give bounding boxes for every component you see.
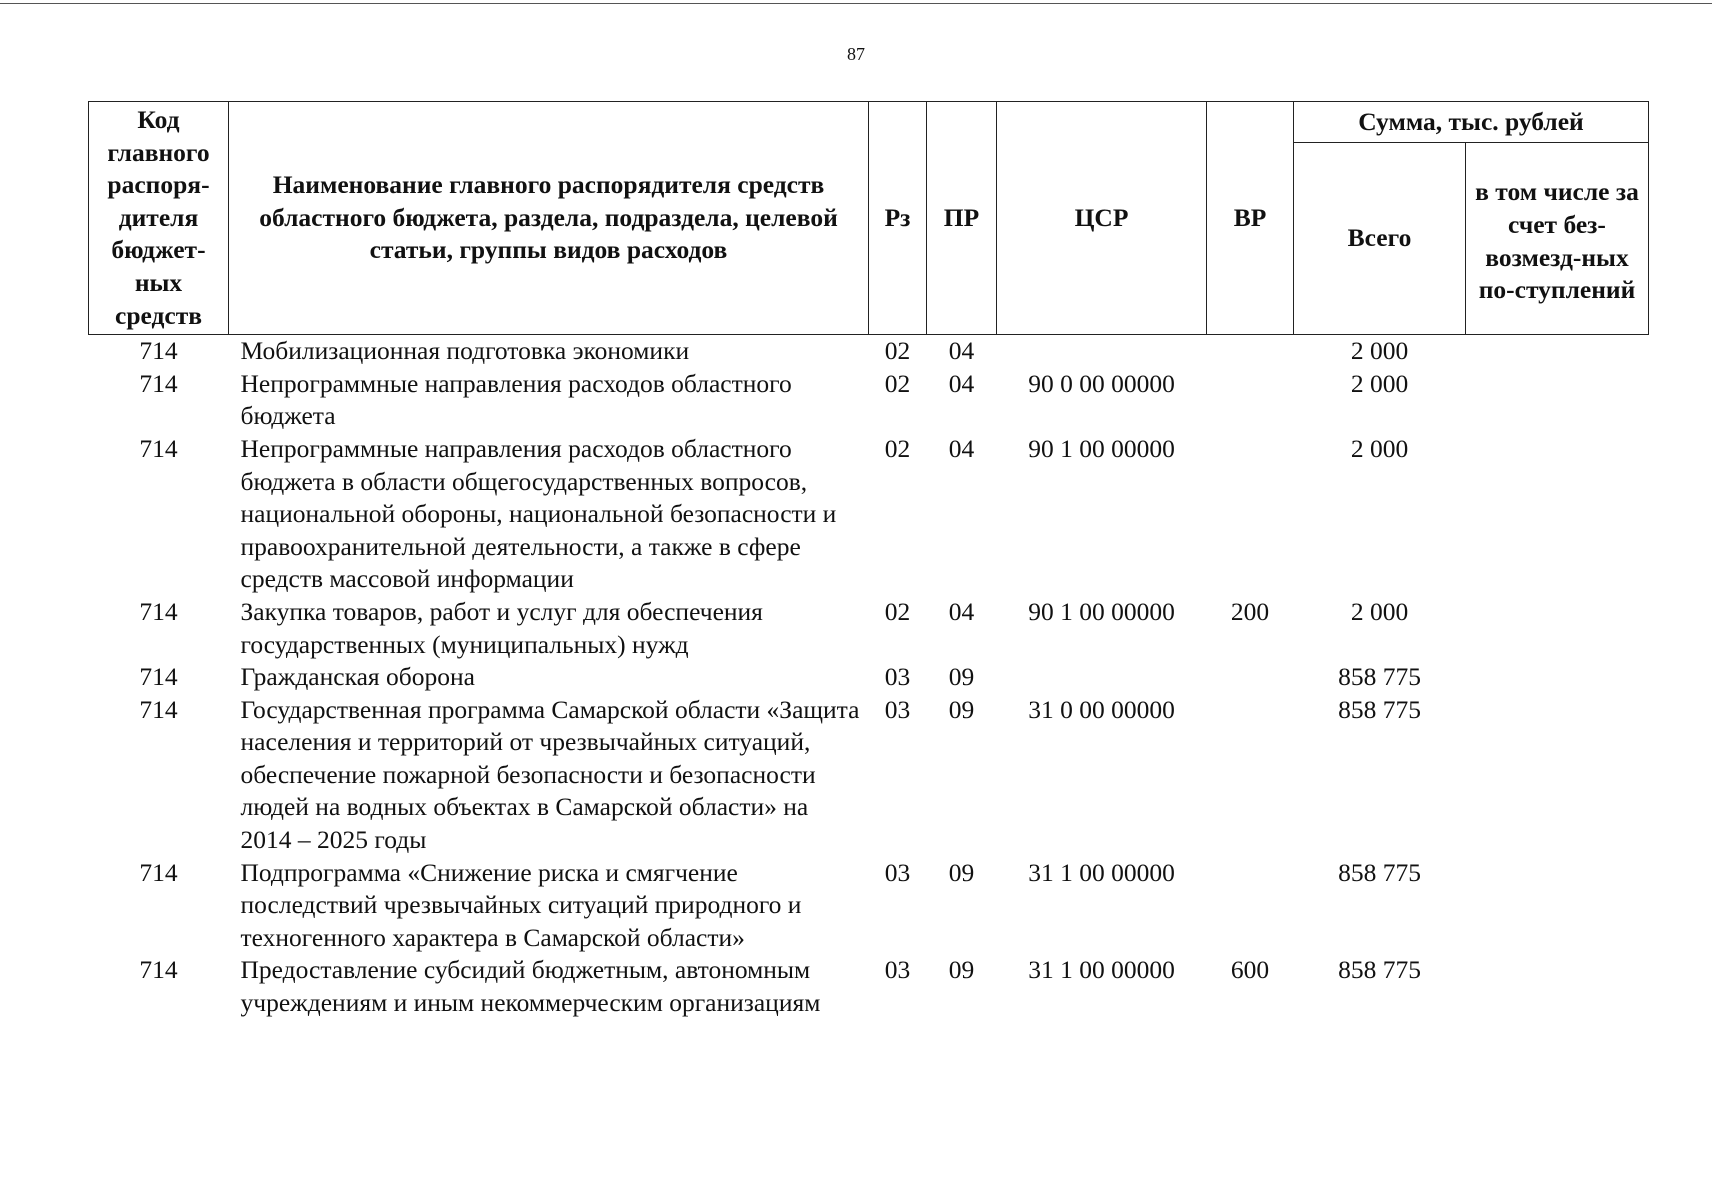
free-receipts-column-header: в том числе за счет без-возмезд-ных по-ступлений bbox=[1466, 143, 1649, 335]
row-free-cell bbox=[1466, 954, 1649, 1019]
row-rz-cell: 03 bbox=[884, 857, 911, 887]
table-row bbox=[89, 661, 1649, 694]
row-name-cell: Государственная программа Самарской области «Защита населения и территорий от чрезвычайных ситуаций, обеспечение пожарной безопасности и безопасности людей на водных объектах в Самарской области» на 2014 – 2025 годы bbox=[240, 694, 860, 855]
row-pr-cell: 04 bbox=[948, 596, 975, 626]
row-rz-cell: 02 bbox=[884, 336, 911, 366]
row-pr-cell: 04 bbox=[948, 336, 975, 366]
row-free-cell bbox=[1466, 368, 1649, 433]
row-vr-cell bbox=[1207, 335, 1294, 368]
row-csr-cell: 90 1 00 00000 bbox=[1028, 433, 1175, 463]
row-code-cell: 714 bbox=[139, 857, 178, 887]
total-column-header: Всего bbox=[1294, 143, 1466, 335]
row-rz-cell: 02 bbox=[884, 368, 911, 398]
table-body bbox=[89, 335, 1649, 1020]
row-total-cell: 858 775 bbox=[1338, 662, 1421, 692]
row-free-cell bbox=[1466, 335, 1649, 368]
row-rz-cell: 02 bbox=[884, 596, 911, 626]
rz-column-header: Рз bbox=[869, 102, 927, 335]
row-total-cell: 858 775 bbox=[1338, 857, 1421, 887]
row-free-cell bbox=[1466, 433, 1649, 596]
row-rz-cell: 03 bbox=[884, 662, 911, 692]
row-csr-cell: 31 1 00 00000 bbox=[1028, 955, 1175, 985]
row-rz-cell: 02 bbox=[884, 433, 911, 463]
row-csr-cell: 90 0 00 00000 bbox=[1028, 368, 1175, 398]
row-free-cell bbox=[1466, 661, 1649, 694]
row-vr-cell bbox=[1207, 857, 1294, 955]
row-pr-cell: 04 bbox=[948, 433, 975, 463]
row-code-cell: 714 bbox=[139, 596, 178, 626]
row-vr-cell bbox=[1207, 368, 1294, 433]
table-row bbox=[89, 335, 1649, 368]
top-rule bbox=[0, 3, 1712, 4]
row-free-cell bbox=[1466, 857, 1649, 955]
row-total-cell: 2 000 bbox=[1350, 368, 1409, 398]
table-row bbox=[89, 433, 1649, 596]
row-code-cell: 714 bbox=[139, 336, 178, 366]
row-free-cell bbox=[1466, 694, 1649, 857]
row-pr-cell: 09 bbox=[948, 857, 975, 887]
row-total-cell: 2 000 bbox=[1350, 596, 1409, 626]
row-name-cell: Гражданская оборона bbox=[240, 662, 475, 692]
pr-column-header: ПР bbox=[927, 102, 997, 335]
table-row bbox=[89, 954, 1649, 1019]
row-rz-cell: 03 bbox=[884, 955, 911, 985]
row-code-cell: 714 bbox=[139, 694, 178, 724]
row-vr-cell: 600 bbox=[1230, 955, 1270, 985]
row-total-cell: 2 000 bbox=[1350, 433, 1409, 463]
row-csr-cell bbox=[997, 335, 1207, 368]
row-pr-cell: 09 bbox=[948, 662, 975, 692]
row-total-cell: 2 000 bbox=[1350, 336, 1409, 366]
row-csr-cell: 90 1 00 00000 bbox=[1028, 596, 1175, 626]
budget-table bbox=[88, 101, 1649, 1020]
code-column-header: Код главного распоря-дителя бюджет-ных средств bbox=[89, 102, 229, 335]
row-vr-cell bbox=[1207, 433, 1294, 596]
row-name-cell: Непрограммные направления расходов областного бюджета bbox=[240, 368, 792, 431]
row-code-cell: 714 bbox=[139, 433, 178, 463]
row-free-cell bbox=[1466, 596, 1649, 661]
vr-column-header: ВР bbox=[1207, 102, 1294, 335]
table-row bbox=[89, 694, 1649, 857]
row-name-cell: Подпрограмма «Снижение риска и смягчение последствий чрезвычайных ситуаций природного и техногенного характера в Самарской области» bbox=[240, 857, 802, 952]
row-vr-cell bbox=[1207, 694, 1294, 857]
table-row bbox=[89, 596, 1649, 661]
row-name-cell: Предоставление субсидий бюджетным, автономным учреждениям и иным некоммерческим организациям bbox=[240, 955, 821, 1018]
csr-column-header: ЦСР bbox=[997, 102, 1207, 335]
row-code-cell: 714 bbox=[139, 955, 178, 985]
row-pr-cell: 04 bbox=[948, 368, 975, 398]
row-total-cell: 858 775 bbox=[1338, 955, 1421, 985]
row-name-cell: Мобилизационная подготовка экономики bbox=[240, 336, 690, 366]
row-csr-cell bbox=[997, 661, 1207, 694]
row-name-cell: Непрограммные направления расходов областного бюджета в области общегосударственных вопросов, национальной обороны, национальной безопасности и правоохранительной деятельности, а также в сфере средств массовой информации bbox=[240, 433, 837, 594]
row-rz-cell: 03 bbox=[884, 694, 911, 724]
row-pr-cell: 09 bbox=[948, 955, 975, 985]
table-row bbox=[89, 857, 1649, 955]
row-vr-cell: 200 bbox=[1230, 596, 1270, 626]
row-vr-cell bbox=[1207, 661, 1294, 694]
table-row bbox=[89, 368, 1649, 433]
row-csr-cell: 31 1 00 00000 bbox=[1028, 857, 1175, 887]
row-code-cell: 714 bbox=[139, 662, 178, 692]
row-code-cell: 714 bbox=[139, 368, 178, 398]
row-total-cell: 858 775 bbox=[1338, 694, 1421, 724]
row-name-cell: Закупка товаров, работ и услуг для обеспечения государственных (муниципальных) нужд bbox=[240, 596, 763, 659]
page-number: 87 bbox=[847, 44, 865, 64]
row-pr-cell: 09 bbox=[948, 694, 975, 724]
sum-column-header: Сумма, тыс. рублей bbox=[1294, 102, 1649, 143]
name-column-header: Наименование главного распорядителя средств областного бюджета, раздела, подраздела, целевой статьи, группы видов расходов bbox=[229, 102, 869, 335]
row-csr-cell: 31 0 00 00000 bbox=[1028, 694, 1175, 724]
